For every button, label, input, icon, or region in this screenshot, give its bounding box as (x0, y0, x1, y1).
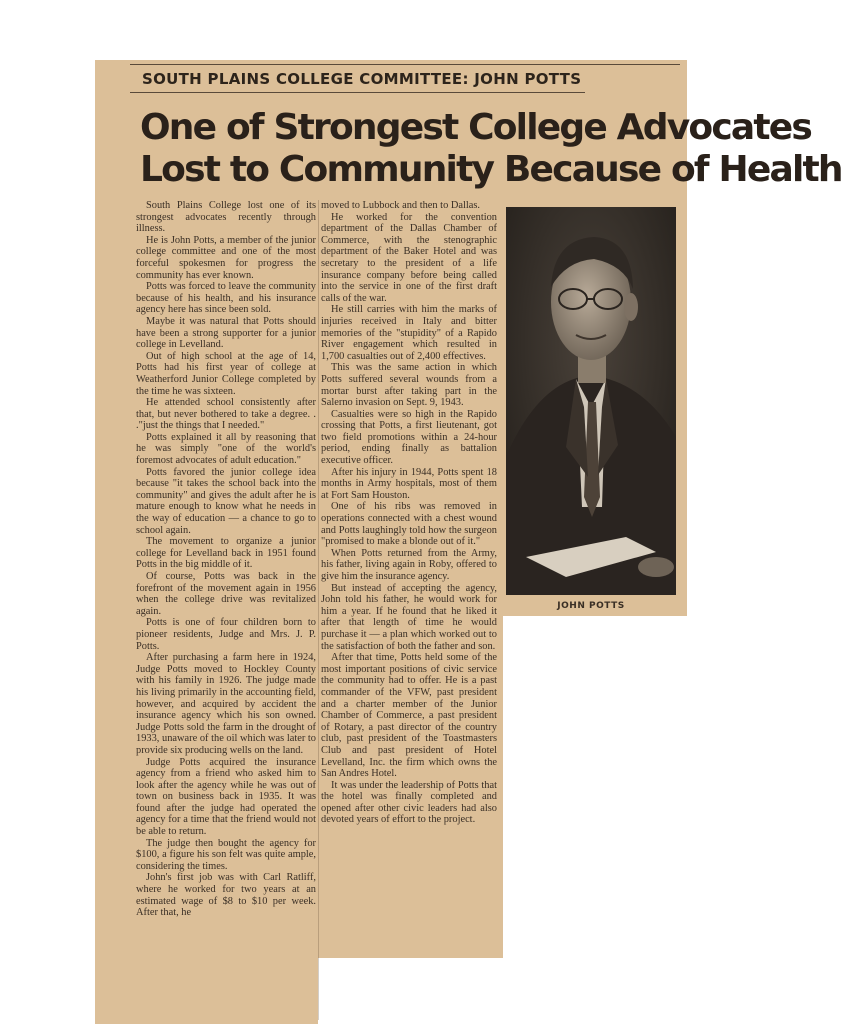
paragraph: Maybe it was natural that Potts should have been a strong supporter for a junior college in Levelland. (136, 315, 316, 351)
paragraph: Potts was forced to leave the community because of his health, and his insurance agency here has since been sold. (136, 281, 316, 316)
paragraph: After purchasing a farm here in 1924, Judge Potts moved to Hockley County with his family in 1926. The judge made his living primarily in the accounting field, however, and acquired by accident the insurance agency which his son owned. Judge Potts sold the farm in the drought of 1933, unaware of the oil which was later to provide six producing wells on the land. (136, 652, 316, 756)
paragraph: After his injury in 1944, Potts spent 18 months in Army hospitals, most of them at Fort Sam Houston. (321, 466, 497, 501)
portrait-illustration (506, 207, 676, 595)
column-divider (318, 200, 319, 1020)
paragraph: One of his ribs was removed in operations connected with a chest wound and Potts laughingly told how the surgeon "promised to make a blonde out of it." (321, 501, 497, 548)
clipping-paper-tail (120, 958, 318, 1024)
paragraph: John's first job was with Carl Ratliff, where he worked for two years at an estimated wage of $8 to $10 per week. After that, he (136, 872, 316, 919)
paragraph: After that time, Potts held some of the most important positions of civic service the community had to offer. He is a past commander of the VFW, past president and a charter member of the Junior Chamber of Commerce, a past president of Rotary, a past director of the country club, past president of the Toastmasters Club and past president of Hotel Levelland, Inc. the firm which owns the San Andres Hotel. (321, 652, 497, 780)
paragraph: Judge Potts acquired the insurance agency from a friend who asked him to look after the agency while he was out of town on business back in 1935. It was found after the judge had operated the agency for a time that the friend would not be able to return. (136, 756, 316, 838)
paragraph: The movement to organize a junior college for Levelland back in 1951 found Potts in the big middle of it. (136, 536, 316, 571)
portrait-photo (506, 207, 676, 595)
paragraph: Potts is one of four children born to pioneer residents, Judge and Mrs. J. P. Potts. (136, 617, 316, 652)
paragraph: The judge then bought the agency for $100, a figure his son felt was quite ample, considering the times. (136, 837, 316, 872)
paragraph: He worked for the convention department of the Dallas Chamber of Commerce, with the stenographic department of the Baker Hotel and was secretary to the president of a life insurance company before being called into the service in one of the first draft calls of the war. (321, 211, 497, 304)
paragraph: He is John Potts, a member of the junior college committee and one of the most forceful spokesmen for progress the community has ever known. (136, 234, 316, 281)
paragraph: It was under the leadership of Potts that the hotel was finally completed and opened after other civic leaders had also devoted years of effort to the project. (321, 779, 497, 826)
kicker-rule (130, 92, 585, 93)
article-column-2 (321, 200, 497, 826)
paragraph: Potts favored the junior college idea because "it takes the school back into the community" and gives the adult after he is mature enough to know what he needs in the way of education — a chance to go to school again. (136, 466, 316, 536)
paragraph: This was the same action in which Potts suffered several wounds from a mortar burst after taking part in the Salerno invasion on Sept. 9, 1943. (321, 362, 497, 409)
paragraph: South Plains College lost one of its strongest advocates recently through illness. (136, 200, 316, 235)
kicker: SOUTH PLAINS COLLEGE COMMITTEE: JOHN POTTS (142, 70, 582, 88)
headline-line-2: Lost to Community Because of Health (140, 149, 842, 190)
paragraph: Potts explained it all by reasoning that he was simply "one of the world's foremost advocates of adult education." (136, 431, 316, 467)
paragraph: He still carries with him the marks of injuries received in Italy and bitter memories of the "stupidity" of a Rapido River engagement which resulted in 1,700 casualties out of 2,400 effectives. (321, 304, 497, 362)
paragraph: Casualties were so high in the Rapido crossing that Potts, a first lieutenant, got two field promotions within a 24-hour period, ending finally as battalion executive officer. (321, 408, 497, 467)
paragraph: Out of high school at the age of 14, Potts had his first year of college at Weatherford Junior College completed by the time he was sixteen. (136, 350, 316, 397)
paragraph: Of course, Potts was back in the forefront of the movement again in 1956 when the college drive was revitalized again. (136, 571, 316, 617)
headline-line-1: One of Strongest College Advocates (140, 107, 811, 148)
top-rule (130, 64, 680, 65)
paragraph: He attended school consistently after that, but never bothered to take a degree. . ."just the things that I needed." (136, 397, 316, 432)
clipping-paper-strip (95, 616, 120, 1024)
paragraph: But instead of accepting the agency, John told his father, he would work for him a year. If he found that he liked it after that length of time he would purchase it — a plan which worked out to the satisfaction of both the father and son. (321, 582, 497, 652)
paragraph: moved to Lubbock and then to Dallas. (321, 200, 481, 211)
article-column-1 (136, 200, 316, 919)
paragraph: When Potts returned from the Army, his father, living again in Roby, offered to give him the insurance agency. (321, 547, 497, 582)
photo-caption: JOHN POTTS (557, 601, 625, 611)
